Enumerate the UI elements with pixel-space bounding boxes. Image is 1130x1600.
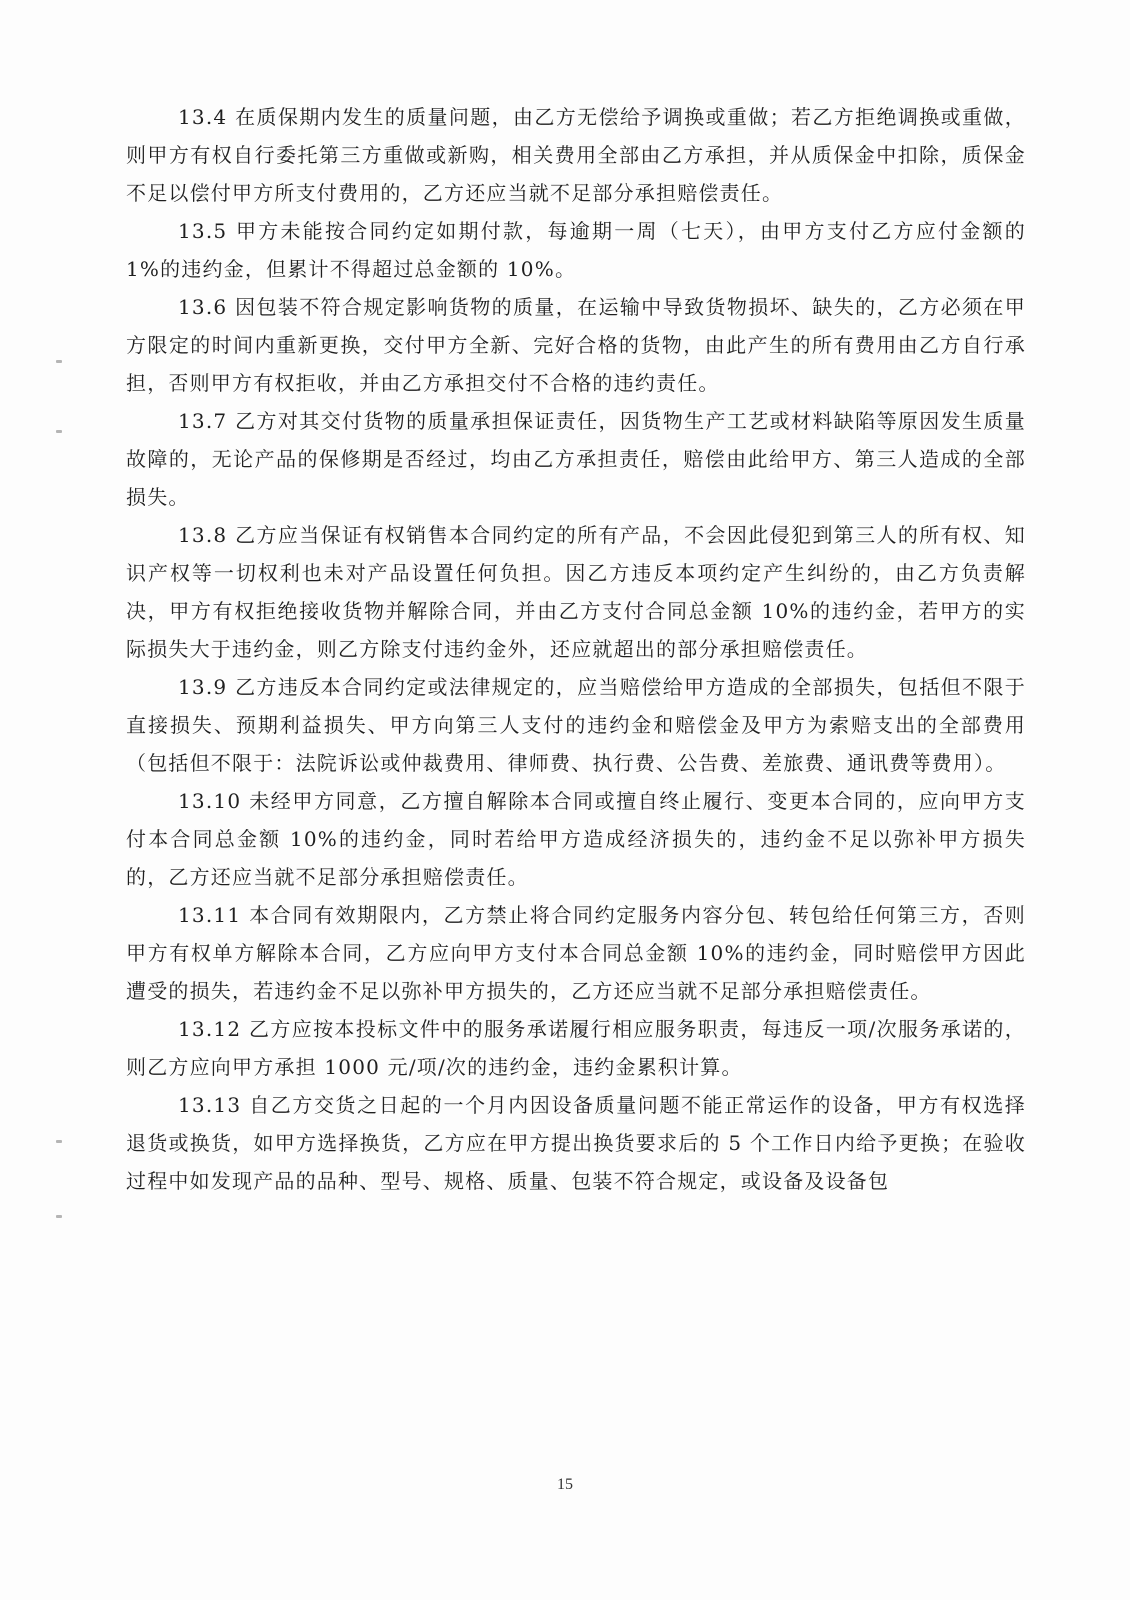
clause-13-11: 13.11 本合同有效期限内，乙方禁止将合同约定服务内容分包、转包给任何第三方，否则甲方有权单方解除本合同，乙方应向甲方支付本合同总金额 10%的违约金，同时赔偿甲方因此遭受的损失，若违约金不足以弥补甲方损失的，乙方还应当就不足部分承担赔偿责任。	[126, 903, 1026, 1003]
clause-13-4: 13.4 在质保期内发生的质量问题，由乙方无偿给予调换或重做；若乙方拒绝调换或重做，则甲方有权自行委托第三方重做或新购，相关费用全部由乙方承担，并从质保金中扣除，质保金不足以偿付甲方所支付费用的，乙方还应当就不足部分承担赔偿责任。	[126, 105, 1026, 205]
clause-13-7: 13.7 乙方对其交付货物的质量承担保证责任，因货物生产工艺或材料缺陷等原因发生质量故障的，无论产品的保修期是否经过，均由乙方承担责任，赔偿由此给甲方、第三人造成的全部损失。	[126, 409, 1026, 509]
scan-mark	[56, 1215, 62, 1218]
clause-13-5: 13.5 甲方未能按合同约定如期付款，每逾期一周（七天），由甲方支付乙方应付金额的 1%的违约金，但累计不得超过总金额的 10%。	[126, 219, 1026, 281]
clause-13-12: 13.12 乙方应按本投标文件中的服务承诺履行相应服务职责，每违反一项/次服务承诺的，则乙方应向甲方承担 1000 元/项/次的违约金，违约金累积计算。	[126, 1017, 1026, 1079]
page-number: 15	[557, 1476, 573, 1493]
clause-13-8: 13.8 乙方应当保证有权销售本合同约定的所有产品，不会因此侵犯到第三人的所有权、知识产权等一切权利也未对产品设置任何负担。因乙方违反本项约定产生纠纷的，由乙方负责解决，甲方有权拒绝接收货物并解除合同，并由乙方支付合同总金额 10%的违约金，若甲方的实际损失大于违约金，则乙方除支付违约金外，还应就超出的部分承担赔偿责任。	[126, 523, 1026, 661]
clause-13-6: 13.6 因包装不符合规定影响货物的质量，在运输中导致货物损坏、缺失的，乙方必须在甲方限定的时间内重新更换，交付甲方全新、完好合格的货物，由此产生的所有费用由乙方自行承担，否则甲方有权拒收，并由乙方承担交付不合格的违约责任。	[126, 295, 1026, 395]
scan-mark	[56, 1140, 62, 1143]
clause-13-13: 13.13 自乙方交货之日起的一个月内因设备质量问题不能正常运作的设备，甲方有权选择退货或换货，如甲方选择换货，乙方应在甲方提出换货要求后的 5 个工作日内给予更换；在验收过程中如发现产品的品种、型号、规格、质量、包装不符合规定，或设备及设备包	[126, 1093, 1026, 1193]
scan-mark	[56, 360, 62, 363]
clause-13-10: 13.10 未经甲方同意，乙方擅自解除本合同或擅自终止履行、变更本合同的，应向甲方支付本合同总金额 10%的违约金，同时若给甲方造成经济损失的，违约金不足以弥补甲方损失的，乙方还应当就不足部分承担赔偿责任。	[126, 789, 1026, 889]
scan-margin-marks	[56, 360, 66, 1260]
scan-mark	[56, 430, 62, 433]
contract-body	[126, 98, 1026, 1200]
clause-13-9: 13.9 乙方违反本合同约定或法律规定的，应当赔偿给甲方造成的全部损失，包括但不限于直接损失、预期利益损失、甲方向第三人支付的违约金和赔偿金及甲方为索赔支出的全部费用（包括但不限于：法院诉讼或仲裁费用、律师费、执行费、公告费、差旅费、通讯费等费用）。	[126, 675, 1026, 775]
